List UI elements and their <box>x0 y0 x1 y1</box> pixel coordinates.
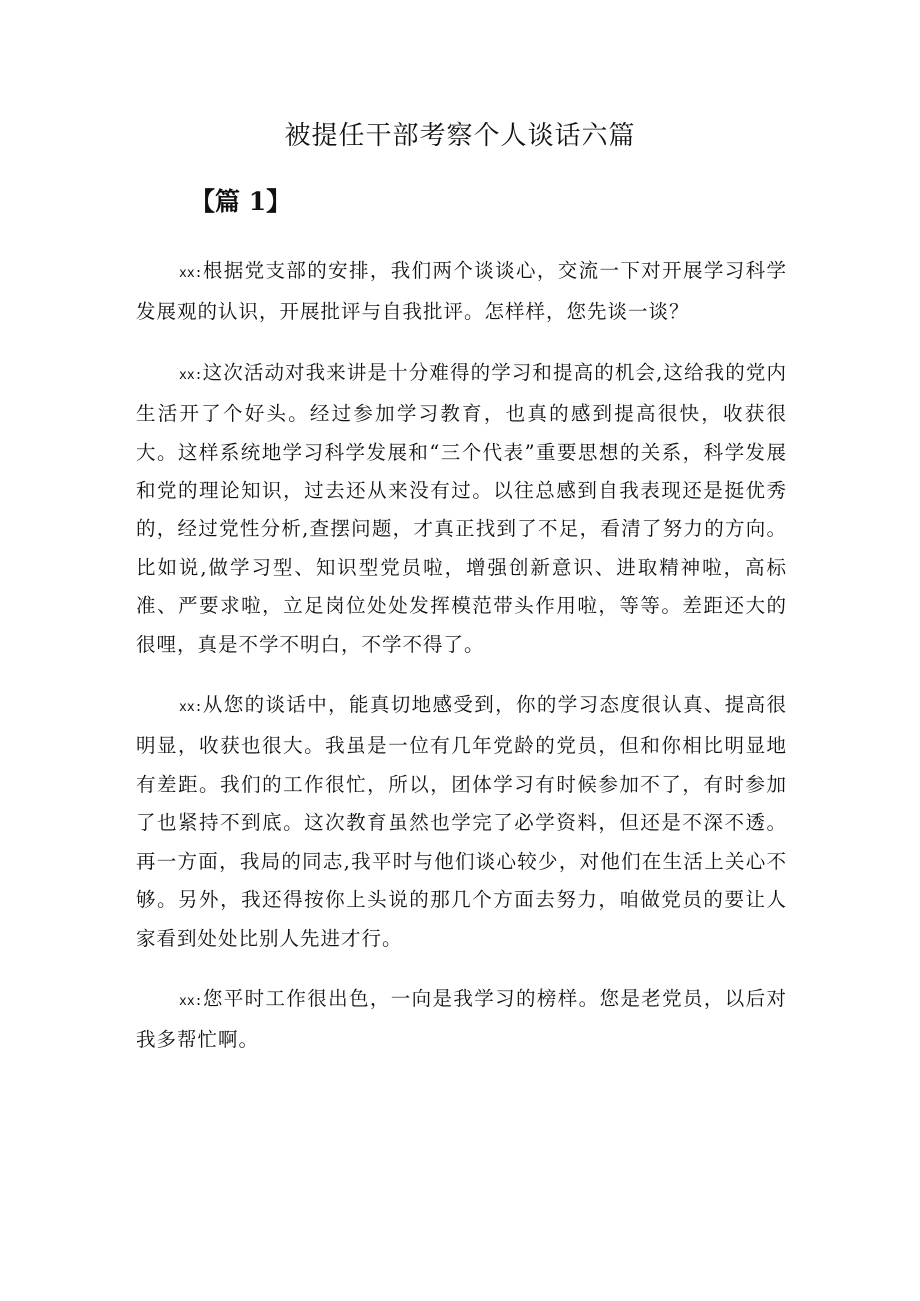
dialogue-paragraph <box>136 354 787 664</box>
paragraph-text: 根据党支部的安排，我们两个谈谈心，交流一下对开展学习科学发展观的认识，开展批评与自我批评。怎样样，您先谈一谈？ <box>136 259 787 324</box>
document-title: 被提任干部考察个人谈话六篇 <box>284 121 636 151</box>
paragraph-text: 从您的谈话中，能真切地感受到，你的学习态度很认真、提高很明显，收获也很大。我虽是一位有几年党龄的党员，但和你相比明显地有差距。我们的工作很忙，所以，团体学习有时候参加不了，有时参加了也紧持不到底。这次教育虽然也学完了必学资料，但还是不深不透。再一方面，我局的同志,我平时与他们谈心较少，对他们在生活上关心不够。另外，我还得按你上头说的那几个方面去努力，咱做党员的要让人家看到处处比别人先进才行。 <box>136 693 787 950</box>
paragraph-text: 您平时工作很出色，一向是我学习的榜样。您是老党员，以后对我多帮忙啊。 <box>136 986 787 1052</box>
speaker-label: xx: <box>179 367 203 383</box>
dialogue-paragraph <box>136 980 787 1060</box>
speaker-label: xx: <box>179 266 203 281</box>
dialogue-body <box>136 252 787 1082</box>
section-heading: 【篇 1】 <box>190 187 292 216</box>
speaker-label: xx: <box>179 993 203 1009</box>
speaker-label: xx: <box>179 700 203 716</box>
dialogue-paragraph <box>136 686 787 958</box>
paragraph-text: 这次活动对我来讲是十分难得的学习和提高的机会,这给我的党内生活开了个好头。经过参加学习教育，也真的感到提高很快，收获很大。这样系统地学习科学发展和“三个代表”重要思想的关系，科学发展和党的理论知识，过去还从来没有过。以往总感到自我表现还是挺优秀的，经过党性分析,查摆问题，才真正找到了不足，看清了努力的方向。比如说,做学习型、知识型党员啦，增强创新意识、进取精神啦，高标准、严要求啦，立足岗位处处发挥模范带头作用啦，等等。差距还大的很哩，真是不学不明白，不学不得了。 <box>136 360 787 656</box>
dialogue-paragraph <box>136 252 787 332</box>
